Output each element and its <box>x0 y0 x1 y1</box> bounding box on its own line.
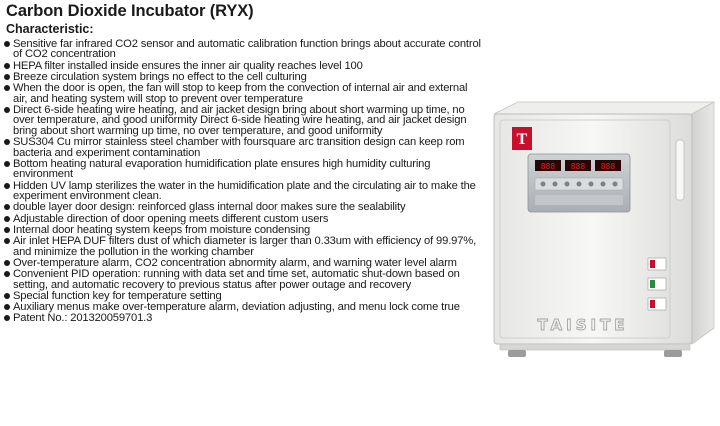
bullet-icon <box>4 107 10 113</box>
feature-item <box>3 159 481 180</box>
bullet-icon <box>4 183 10 189</box>
feature-text: Auxiliary menus make over-temperature alarm, deviation adjusting, and menu lock come true <box>13 301 460 314</box>
feature-item <box>3 202 481 212</box>
bullet-icon <box>4 260 10 266</box>
feature-text: Patent No.: 201320059701.3 <box>13 312 153 325</box>
feature-item <box>3 302 481 312</box>
bullet-icon <box>4 304 10 310</box>
display-readout: 888 <box>570 162 586 171</box>
brand-name: TAISITE <box>537 316 629 334</box>
feature-item <box>3 72 481 82</box>
feature-item <box>3 39 481 60</box>
feature-item <box>3 236 481 257</box>
feature-text: When the door is open, the fan will stop to keep from the convection of internal air and external air, and heating system will stop to prevent over temperature <box>13 82 468 105</box>
door-handle <box>676 140 684 200</box>
feature-item <box>3 83 481 104</box>
feature-text: Breeze circulation system brings no effect to the cell culturing <box>13 71 307 83</box>
feature-item <box>3 137 481 158</box>
feature-text: Internal door heating system keeps from moisture condensing <box>13 223 311 236</box>
display-readout: 888 <box>600 162 616 171</box>
feature-item <box>3 181 481 202</box>
feature-item <box>3 269 481 290</box>
incubator-product-image <box>488 100 718 362</box>
bullet-icon <box>4 238 10 244</box>
bullet-icon <box>4 315 10 321</box>
bullet-icon <box>4 63 10 69</box>
feature-item <box>3 258 481 268</box>
feature-item <box>3 291 481 301</box>
bullet-icon <box>4 161 10 167</box>
feature-item <box>3 225 481 235</box>
product-title: Carbon Dioxide Incubator (RYX) <box>6 2 254 20</box>
feature-text: SUS304 Cu mirror stainless steel chamber with foursquare arc transition design can keep rom bacteria and experiment contamination <box>13 136 465 159</box>
section-heading: Characteristic: <box>6 22 94 36</box>
feature-text: Over-temperature alarm, CO2 concentration abnormity alarm, and warning water level alarm <box>13 256 457 269</box>
feature-list <box>3 39 481 325</box>
brand-logo <box>512 127 532 150</box>
bullet-icon <box>4 227 10 233</box>
logo-letter: T <box>516 131 528 148</box>
display-readout: 888 <box>540 162 556 171</box>
bullet-icon <box>4 85 10 91</box>
bullet-icon <box>4 216 10 222</box>
feature-text: Sensitive far infrared CO2 sensor and automatic calibration function brings about accurate control of CO2 concentration <box>13 38 481 61</box>
feature-text: Direct 6-side heating wire heating, and air jacket design bring about short warming up time, no over temperature, and good uniformity Direct 6-side heating wire heating, and air jacket design bring about short warming up time, no over temperature, and good uniformity <box>13 104 467 137</box>
feature-text: Special function key for temperature setting <box>13 289 222 302</box>
feature-item <box>3 313 481 323</box>
bullet-icon <box>4 139 10 145</box>
feature-text: Air inlet HEPA DUF filters dust of which diameter is larger than 0.33um with efficiency of 99.97%, and minimize the pollution in the working chamber <box>13 235 477 258</box>
bullet-icon <box>4 293 10 299</box>
bullet-icon <box>4 74 10 80</box>
feature-text: double layer door design: reinforced glass internal door makes sure the sealability <box>13 201 406 214</box>
bullet-icon <box>4 41 10 47</box>
bullet-icon <box>4 204 10 210</box>
feature-text: Hidden UV lamp sterilizes the water in the humidification plate and the circulating air to make the experiment environment clean. <box>13 179 476 202</box>
feature-item <box>3 61 481 71</box>
feature-item <box>3 105 481 136</box>
feature-text: Bottom heating natural evaporation humidification plate ensures high humidity culturing environment <box>13 157 431 181</box>
feature-text: Convenient PID operation: running with data set and time set, automatic shut-down based on setting, and automatic recovery to previous status after power outage and recovery <box>13 268 460 291</box>
feature-text: Adjustable direction of door opening meets different custom users <box>13 212 329 225</box>
feature-text: HEPA filter installed inside ensures the inner air quality reaches level 100 <box>13 59 363 72</box>
bullet-icon <box>4 271 10 277</box>
control-panel <box>528 154 630 212</box>
feature-item <box>3 214 481 224</box>
